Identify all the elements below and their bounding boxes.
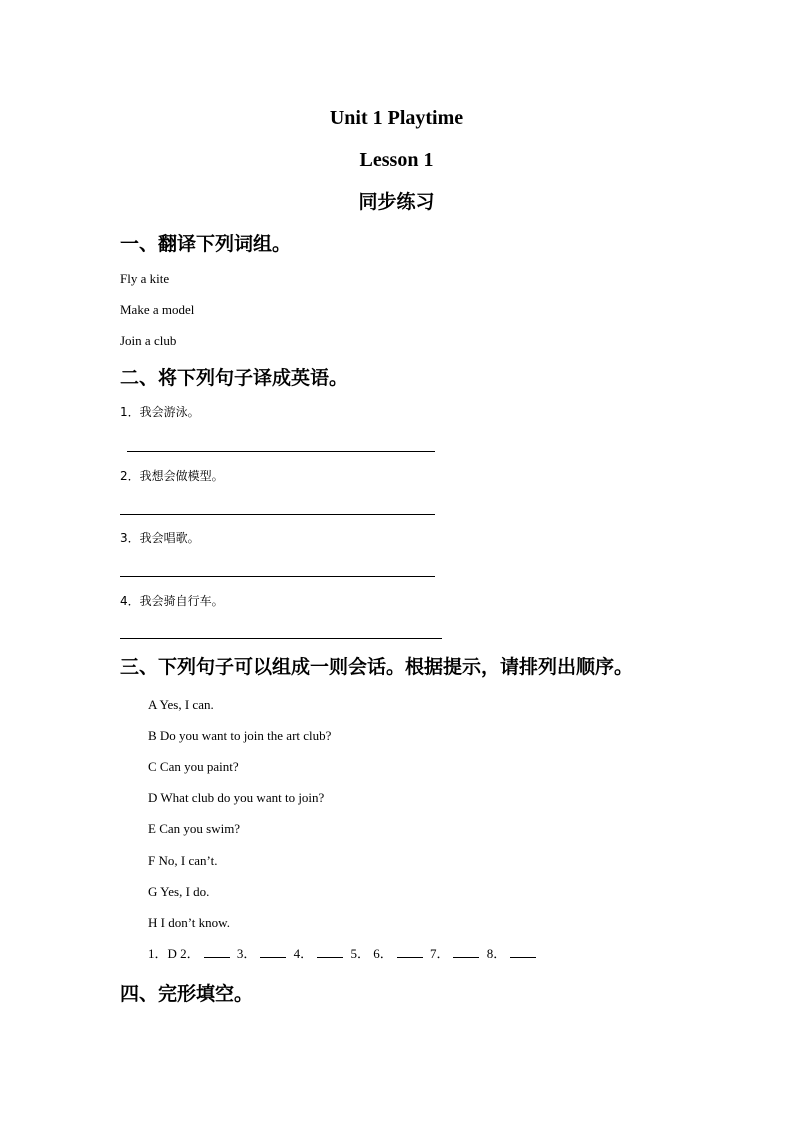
answer-line[interactable] — [127, 451, 435, 452]
order-slot-3: 3． — [236, 946, 257, 961]
order-slot-6: 6． — [373, 946, 393, 961]
phrase-item: Fly a kite — [120, 271, 170, 286]
page-title: Unit 1 Playtime — [329, 107, 464, 129]
order-blank[interactable] — [317, 945, 343, 958]
order-blank[interactable] — [453, 945, 479, 958]
order-slot-7: 7． — [429, 946, 450, 961]
sentence-item: 2．我想会做模型。 — [120, 469, 224, 483]
order-blank[interactable] — [260, 945, 286, 958]
answer-line[interactable] — [120, 576, 435, 577]
answer-line[interactable] — [120, 514, 435, 515]
section-4-heading: 四、完形填空。 — [120, 983, 254, 1005]
dialogue-item: B Do you want to join the art club? — [148, 728, 332, 743]
sentence-item: 3．我会唱歌。 — [120, 531, 200, 545]
order-slot-8: 8． — [486, 946, 507, 961]
order-blank[interactable] — [397, 945, 423, 958]
section-3-heading: 三、下列句子可以组成一则会话。根据提示，请排列出顺序。 — [120, 656, 634, 678]
dialogue-item: F No, I can’t. — [148, 853, 218, 868]
phrase-item: Join a club — [120, 333, 177, 348]
order-slot-5: 5． — [350, 946, 370, 961]
section-1-heading: 一、翻译下列词组。 — [120, 233, 292, 255]
dialogue-item: G Yes, I do. — [148, 884, 210, 899]
answer-line[interactable] — [120, 638, 442, 639]
phrase-item: Make a model — [120, 302, 195, 317]
order-slot-1: 1．D — [148, 946, 177, 961]
order-blank[interactable] — [204, 945, 230, 958]
lesson-title: Lesson 1 — [359, 149, 434, 171]
sentence-item: 1．我会游泳。 — [120, 405, 200, 419]
dialogue-item: D What club do you want to join? — [148, 790, 325, 805]
order-slot-4: 4． — [293, 946, 314, 961]
order-slot-2: 2． — [180, 946, 200, 961]
dialogue-item: C Can you paint? — [148, 759, 239, 774]
dialogue-item: A Yes, I can. — [148, 697, 214, 712]
dialogue-item: E Can you swim? — [148, 821, 241, 836]
page-subtitle: 同步练习 — [358, 191, 435, 213]
dialogue-item: H I don’t know. — [148, 915, 230, 930]
sentence-item: 4．我会骑自行车。 — [120, 594, 224, 608]
section-2-heading: 二、将下列句子译成英语。 — [120, 367, 349, 389]
order-blank[interactable] — [510, 945, 536, 958]
order-answer-row — [148, 945, 540, 963]
